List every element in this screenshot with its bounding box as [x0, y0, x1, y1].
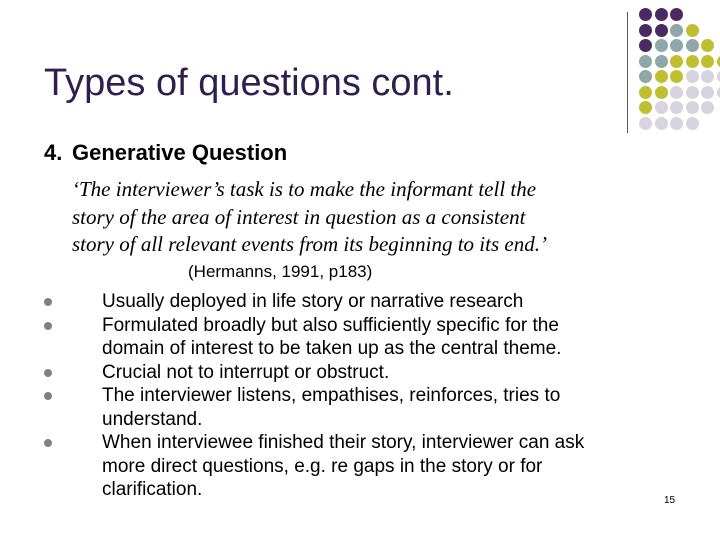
decorative-dot: [686, 101, 699, 114]
decorative-dot: [670, 24, 683, 37]
bullet-line: domain of interest to be taken up as the central theme.: [102, 338, 562, 359]
decorative-dot: [686, 117, 699, 130]
bullet-line: When interviewee finished their story, interviewer can ask: [102, 432, 585, 453]
decorative-dot: [686, 86, 699, 99]
bullet-marker-icon: [44, 298, 52, 306]
decorative-dot: [717, 55, 720, 68]
bullet-line: The interviewer listens, empathises, reinforces, tries to: [102, 385, 561, 406]
bullet-item: [44, 361, 674, 385]
decorative-dot: [717, 86, 720, 99]
bullet-line: Usually deployed in life story or narrative research: [102, 291, 524, 312]
decorative-dot: [670, 101, 683, 114]
decorative-dot: [655, 8, 668, 21]
bullet-list: [44, 290, 674, 502]
quote-line: ‘The interviewer’s task is to make the informant tell the: [72, 177, 537, 201]
decorative-dot: [639, 8, 652, 21]
decorative-dot: [686, 70, 699, 83]
section-heading: [44, 140, 287, 166]
quote-line: story of the area of interest in question as a consistent: [72, 204, 526, 229]
decorative-dot: [670, 39, 683, 52]
bullet-line: clarification.: [102, 479, 203, 500]
decorative-dot: [639, 117, 652, 130]
decorative-dot: [686, 24, 699, 37]
quote-block: [72, 176, 672, 259]
decorative-dot: [655, 24, 668, 37]
page-number: 15: [664, 495, 676, 506]
bullet-marker-icon: [44, 439, 52, 447]
decorative-dot: [655, 117, 668, 130]
decorative-dot: [670, 86, 683, 99]
bullet-line: Crucial not to interrupt or obstruct.: [102, 361, 390, 383]
decorative-dot: [639, 24, 652, 37]
decorative-dot: [670, 117, 683, 130]
bullet-item: [44, 431, 674, 502]
title-divider-line: [627, 12, 628, 133]
decorative-dot: [670, 8, 683, 21]
heading-text: Generative Question: [72, 140, 288, 165]
decorative-dot: [701, 86, 714, 99]
decorative-dot: [701, 39, 714, 52]
bullet-item: [44, 290, 674, 314]
decorative-dot: [701, 70, 714, 83]
citation: (Hermanns, 1991, p183): [188, 262, 373, 281]
bullet-marker-icon: [44, 392, 52, 400]
bullet-item: [44, 314, 674, 361]
decorative-dot: [639, 70, 652, 83]
decorative-dot: [655, 101, 668, 114]
decorative-dot: [686, 39, 699, 52]
decorative-dot: [639, 101, 652, 114]
heading-number: 4.: [44, 140, 63, 165]
decorative-dot: [701, 101, 714, 114]
bullet-item: [44, 384, 674, 431]
decorative-dot: [670, 70, 683, 83]
decorative-dot: [655, 39, 668, 52]
decorative-dot: [639, 39, 652, 52]
bullet-marker-icon: [44, 369, 52, 377]
decorative-dot: [717, 70, 720, 83]
decorative-dot: [639, 86, 652, 99]
bullet-line: Formulated broadly but also sufficiently specific for the: [102, 314, 559, 336]
decorative-dot: [670, 55, 683, 68]
slide-title: Types of questions cont.: [44, 62, 454, 104]
decorative-dot: [655, 70, 668, 83]
bullet-line: understand.: [102, 408, 203, 430]
decorative-dot: [639, 55, 652, 68]
bullet-marker-icon: [44, 322, 52, 330]
decorative-dot-grid: [639, 8, 720, 133]
decorative-dot: [655, 86, 668, 99]
decorative-dot: [655, 55, 668, 68]
decorative-dot: [686, 55, 699, 68]
quote-line: story of all relevant events from its beginning to its end.’: [72, 232, 547, 256]
bullet-line: more direct questions, e.g. re gaps in the story or for: [102, 455, 543, 477]
decorative-dot: [701, 55, 714, 68]
